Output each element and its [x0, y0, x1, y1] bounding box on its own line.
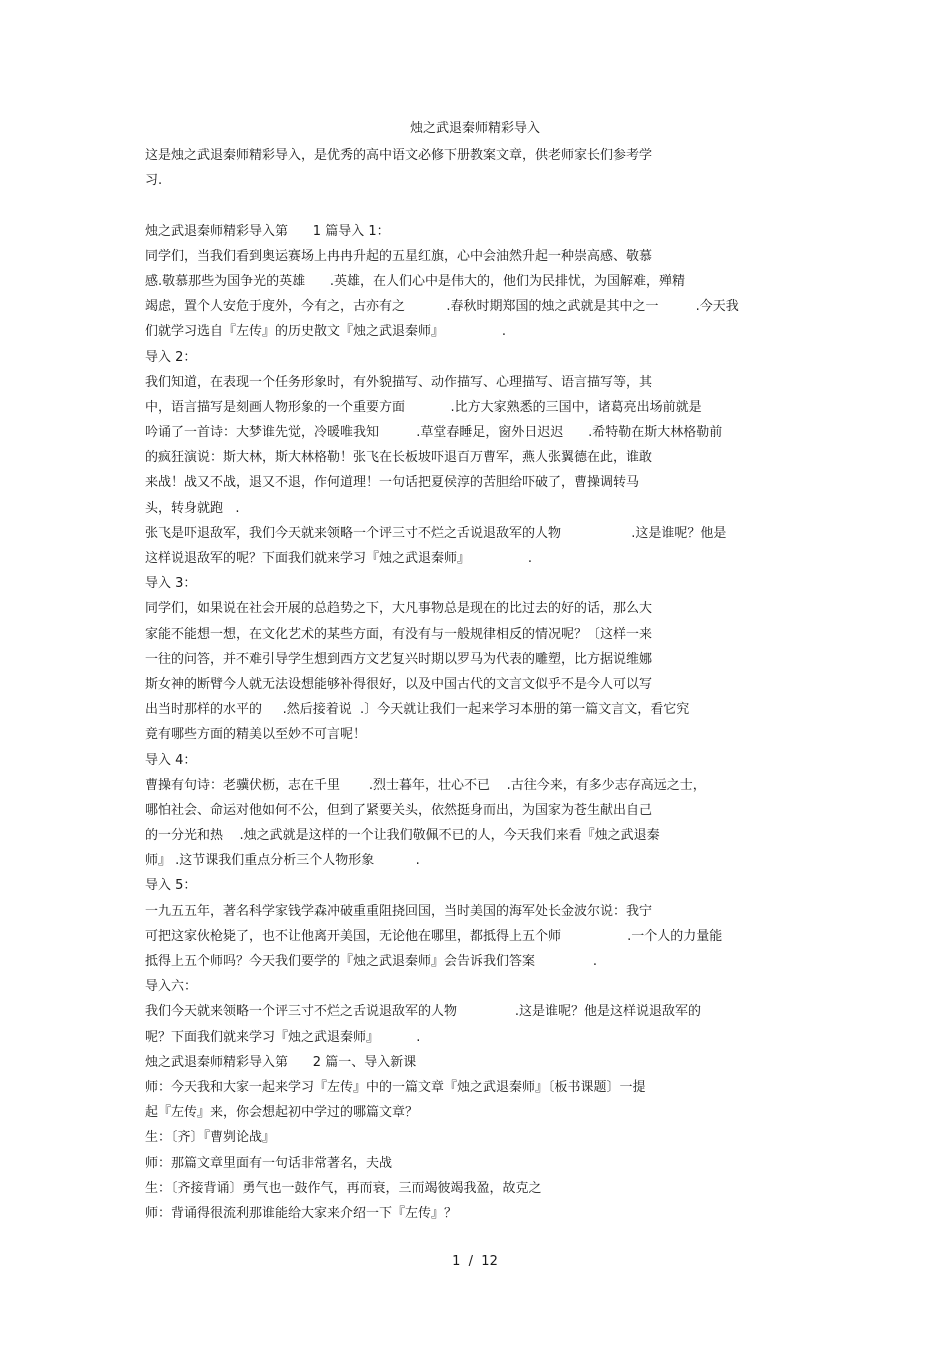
text-line: 来战！战又不战，退又不退，作何道理！一句话把夏侯淳的苦胆给吓破了，曹操调转马 [145, 475, 640, 491]
text-line: 感.敬慕那些为国争光的英雄 .英雄，在人们心中是伟大的，他们为民排忧，为国解难，殚精 [145, 273, 686, 289]
text-line: 我们今天就来领略一个评三寸不烂之舌说退敌军的人物 .这是谁呢？他是这样说退敌军的 [145, 1004, 701, 1020]
text-line: 同学们，当我们看到奥运赛场上冉冉升起的五星红旗，心中会油然升起一种崇高感、敬慕 [145, 248, 653, 264]
text-line: 中，语言描写是刻画人物形象的一个重要方面 .比方大家熟悉的三国中，诸葛亮出场前就是 [145, 399, 702, 415]
text-line: 师：今天我和大家一起来学习『左传』中的一篇文章『烛之武退秦师』〔板书课题〕一提 [145, 1079, 646, 1095]
blank-line [145, 193, 825, 218]
text-line: 竟有哪些方面的精美以至妙不可言呢！ [145, 727, 367, 743]
text-line: 师：那篇文章里面有一句话非常著名，夫战 [145, 1155, 393, 1171]
text-line: 师』 .这节课我们重点分析三个人物形象 . [145, 853, 420, 869]
text-line: 烛之武退秦师精彩导入第 1 篇导入 1： [145, 223, 390, 239]
text-line: 导入 2： [145, 349, 197, 365]
text-line: 吟诵了一首诗：大梦谁先觉，冷暖唯我知 .草堂春睡足，窗外日迟迟 .希特勒在斯大林格勒前 [145, 425, 723, 441]
text-line: 师：背诵得很流利那谁能给大家来介绍一下『左传』？ [145, 1205, 458, 1221]
text-line: 导入 4： [145, 752, 197, 768]
text-line: 出当时那样的水平的 .然后接着说 .〕今天就让我们一起来学习本册的第一篇文言文，看它究 [145, 702, 690, 718]
text-line: 曹操有句诗：老骥伏枥，志在千里 .烈士暮年，壮心不已 .古往今来，有多少志存高远之士， [145, 777, 706, 793]
text-line: 生：〔齐接背诵〕勇气也一鼓作气，再而衰，三而竭彼竭我盈，故克之 [145, 1180, 542, 1196]
document-body [145, 143, 825, 1226]
text-line: 一往的问答，并不难引导学生想到西方文艺复兴时期以罗马为代表的雕塑，比方据说维娜 [145, 651, 653, 667]
text-line: 呢？下面我们就来学习『烛之武退秦师』 . [145, 1029, 421, 1045]
page-number: 1 / 12 [452, 1254, 498, 1269]
text-line: 哪怕社会、命运对他如何不公，但到了紧要关头，依然挺身而出，为国家为苍生献出自己 [145, 802, 653, 818]
text-line: 的疯狂演说：斯大林，斯大林格勒！张飞在长板坡吓退百万曹军，燕人张翼德在此，谁敢 [145, 450, 653, 466]
text-line: 导入六： [145, 979, 198, 995]
text-line: 起『左传』来，你会想起初中学过的哪篇文章？ [145, 1105, 419, 1121]
text-line: 们就学习选自『左传』的历史散文『烛之武退秦师』 . [145, 324, 506, 340]
text-line: 家能不能想一想，在文化艺术的某些方面，有没有与一般规律相反的情况呢？〔这样一来 [145, 626, 653, 642]
text-line: 张飞是吓退敌军，我们今天就来领略一个评三寸不烂之舌说退敌军的人物 .这是谁呢？他是 [145, 525, 727, 541]
document-title: 烛之武退秦师精彩导入 [409, 121, 540, 136]
text-line: 的一分光和热 .烛之武就是这样的一个让我们敬佩不已的人，今天我们来看『烛之武退秦 [145, 828, 660, 844]
text-line: 竭虑，置个人安危于度外，今有之，古亦有之 .春秋时期郑国的烛之武就是其中之一 .今天我 [145, 299, 739, 315]
text-line: 抵得上五个师吗？今天我们要学的『烛之武退秦师』会告诉我们答案 . [145, 954, 597, 969]
text-line: 导入 3： [145, 576, 197, 592]
text-line: 可把这家伙枪毙了，也不让他离开美国，无论他在哪里，都抵得上五个师 .一个人的力量能 [145, 928, 723, 944]
text-line: 头，转身就跑 . [145, 500, 240, 516]
text-line: 习. [145, 173, 163, 189]
text-line: 这样说退敌军的呢？下面我们就来学习『烛之武退秦师』 . [145, 551, 532, 566]
text-line: 一九五五年，著名科学家钱学森冲破重重阻挠回国，当时美国的海军处长金波尔说：我宁 [145, 903, 653, 919]
text-line: 这是烛之武退秦师精彩导入，是优秀的高中语文必修下册教案文章，供老师家长们参考学 [145, 148, 653, 163]
text-line: 生：〔齐〕『曹刿论战』 [145, 1130, 276, 1146]
text-line: 我们知道，在表现一个任务形象时，有外貌描写、动作描写、心理描写、语言描写等，其 [145, 374, 653, 390]
text-line: 导入 5： [145, 878, 197, 894]
text-line: 斯女神的断臂今人就无法设想能够补得很好，以及中国古代的文言文似乎不是今人可以写 [145, 676, 653, 692]
text-line: 烛之武退秦师精彩导入第 2 篇一、导入新课 [145, 1054, 417, 1070]
text-line: 同学们，如果说在社会开展的总趋势之下，大凡事物总是现在的比过去的好的话，那么大 [145, 601, 653, 617]
